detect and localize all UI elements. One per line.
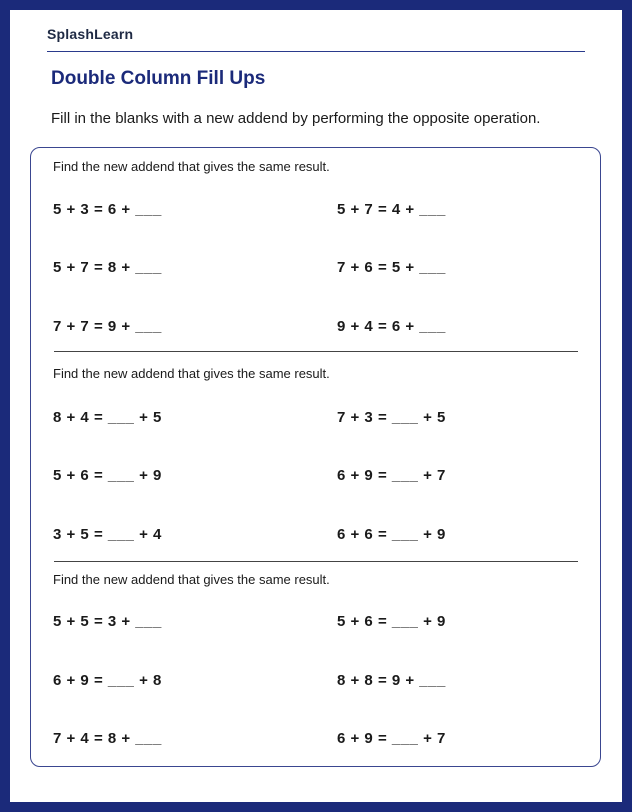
problem: 5 + 7 = 8 + ___ bbox=[53, 259, 162, 276]
problem: 5 + 5 = 3 + ___ bbox=[53, 613, 162, 630]
section-divider bbox=[54, 561, 578, 562]
problem: 6 + 9 = ___ + 8 bbox=[53, 672, 162, 689]
section-2-prompt: Find the new addend that gives the same result. bbox=[53, 366, 330, 381]
problem: 6 + 9 = ___ + 7 bbox=[337, 730, 446, 747]
problem: 7 + 4 = 8 + ___ bbox=[53, 730, 162, 747]
problem: 6 + 9 = ___ + 7 bbox=[337, 467, 446, 484]
problem: 5 + 6 = ___ + 9 bbox=[337, 613, 446, 630]
problem: 5 + 6 = ___ + 9 bbox=[53, 467, 162, 484]
problem: 8 + 4 = ___ + 5 bbox=[53, 409, 162, 426]
problem: 8 + 8 = 9 + ___ bbox=[337, 672, 446, 689]
section-1-prompt: Find the new addend that gives the same result. bbox=[53, 159, 330, 174]
problem: 5 + 3 = 6 + ___ bbox=[53, 201, 162, 218]
worksheet-page bbox=[10, 10, 622, 802]
problem: 3 + 5 = ___ + 4 bbox=[53, 526, 162, 543]
problem: 9 + 4 = 6 + ___ bbox=[337, 318, 446, 335]
problem: 7 + 7 = 9 + ___ bbox=[53, 318, 162, 335]
problems-panel bbox=[30, 147, 601, 767]
page-title: Double Column Fill Ups bbox=[51, 68, 266, 89]
header-divider bbox=[47, 51, 585, 52]
brand-logo: SplashLearn bbox=[47, 26, 134, 42]
section-divider bbox=[54, 351, 578, 352]
problem: 7 + 6 = 5 + ___ bbox=[337, 259, 446, 276]
section-3-prompt: Find the new addend that gives the same result. bbox=[53, 572, 330, 587]
problem: 5 + 7 = 4 + ___ bbox=[337, 201, 446, 218]
problem: 7 + 3 = ___ + 5 bbox=[337, 409, 446, 426]
problem: 6 + 6 = ___ + 9 bbox=[337, 526, 446, 543]
instruction-text: Fill in the blanks with a new addend by performing the opposite operation. bbox=[51, 110, 541, 127]
